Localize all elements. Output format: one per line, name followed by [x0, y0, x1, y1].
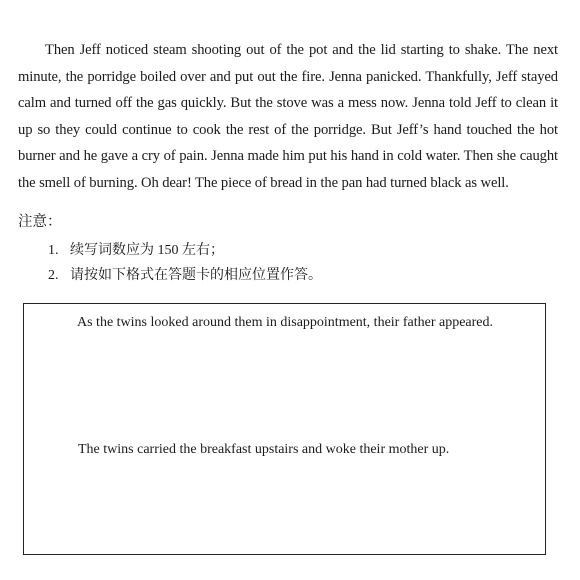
note-item: [48, 238, 322, 263]
note-number: 1.: [48, 243, 59, 258]
notes-list: [48, 238, 322, 288]
story-passage: Then Jeff noticed steam shooting out of the pot and the lid starting to shake. The next minute, the porridge boiled over and put out the fire. Jenna panicked. Thankfully, Jeff stayed calm and turned off the gas quickly. But the stove was a mess now. Jenna told Jeff to clean it up so they could continue to cook the rest of the porridge. But Jeff’s hand touched the hot burner and he gave a cry of pain. Jenna made him put his hand in cold water. Then she caught the smell of burning. Oh dear! The piece of bread in the pan had turned black as well.: [18, 42, 558, 191]
note-number: 2.: [48, 268, 59, 283]
second-paragraph-prompt: The twins carried the breakfast upstairs and woke their mother up.: [78, 442, 450, 457]
note-text: 续写词数应为 150 左右；: [70, 243, 224, 258]
note-item: [48, 263, 322, 288]
notes-heading: 注意：: [18, 214, 62, 230]
first-paragraph-prompt: As the twins looked around them in disappointment, their father appeared.: [77, 315, 494, 330]
answer-box: [23, 303, 546, 555]
note-text: 请按如下格式在答题卡的相应位置作答。: [70, 268, 322, 283]
